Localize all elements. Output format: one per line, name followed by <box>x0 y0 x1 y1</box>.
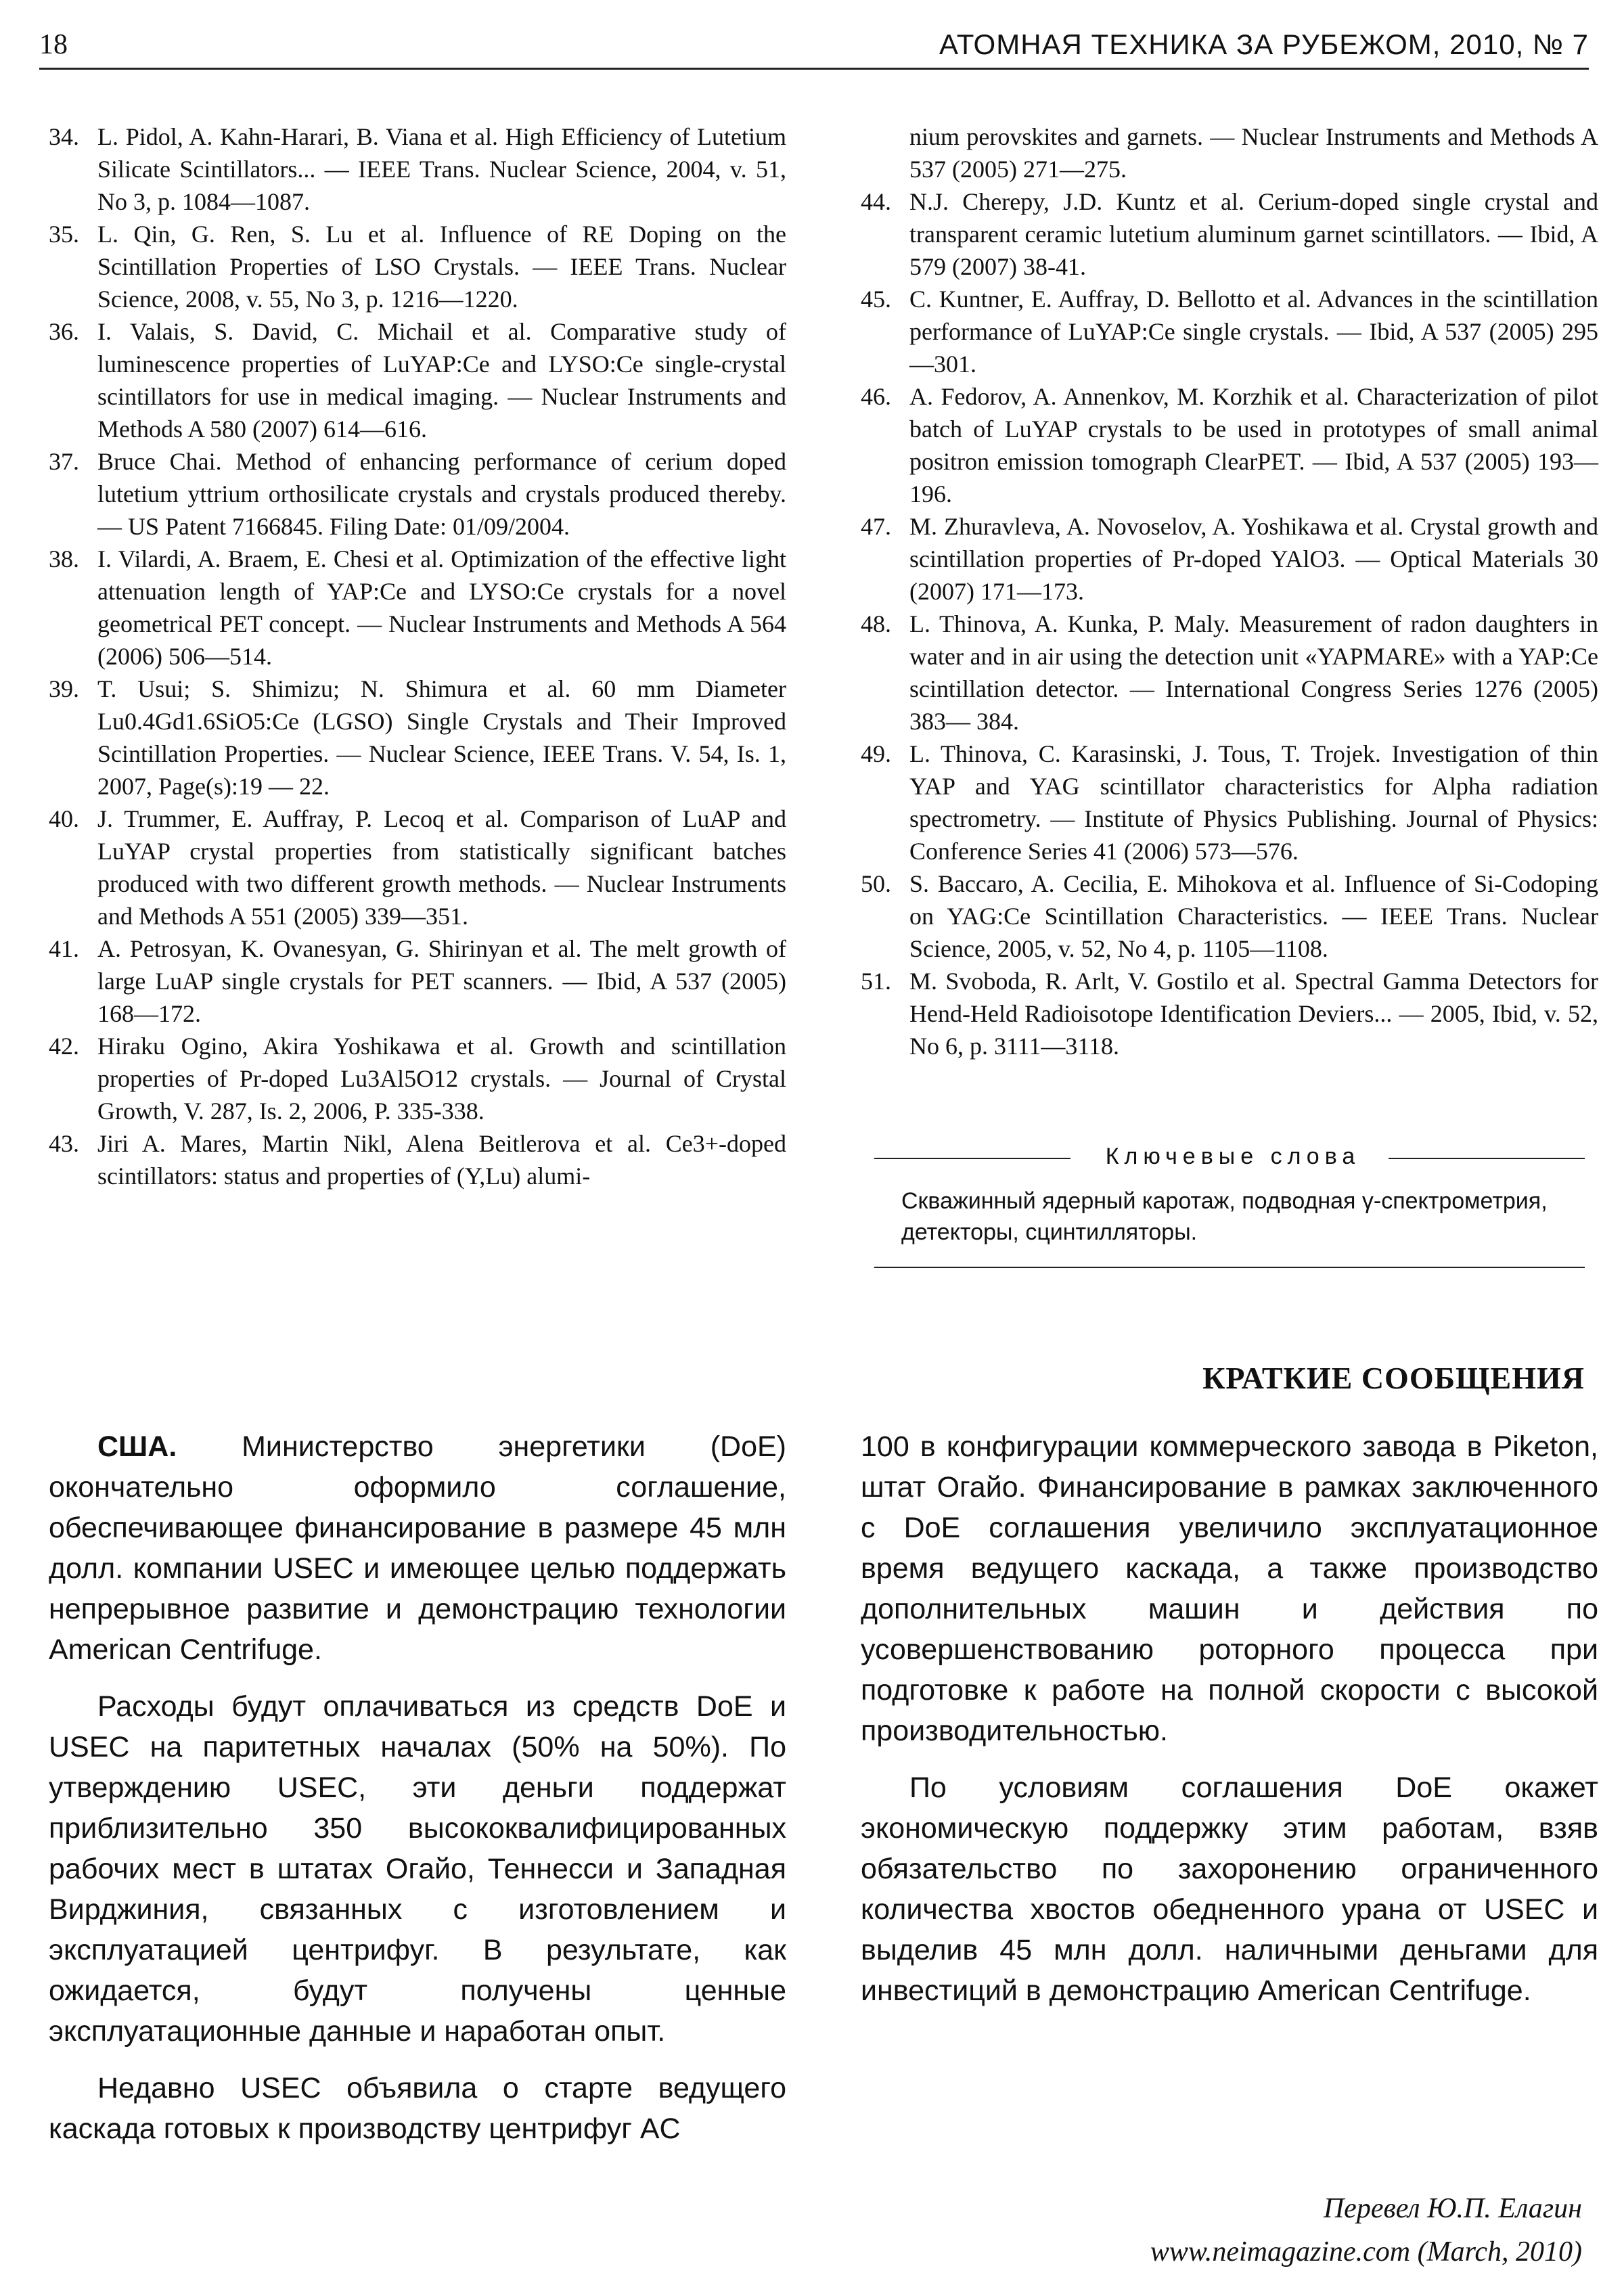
news-right-column <box>861 1426 1598 2027</box>
news-paragraph: Недавно USEC объявила о старте ведущего каскада готовых к производству центрифуг AC <box>49 2072 786 2145</box>
reference-item: 51. M. Svoboda, R. Arlt, V. Gostilo et al. Spectral Gamma Detectors for Hend-Held Radioisotope Identification Deviers... — 2005, Ibid, v. 52, No 6, p. 3111—3118. <box>861 968 1598 1060</box>
news-paragraph: По условиям соглашения DoE окажет экономическую поддержку этим работам, взяв обязательство по захоронению ограниченного количества хвостов обедненного урана от USEC и выделив 45 млн долл. наличными деньгами для инвестиций в демонстрацию American Centrifuge. <box>861 1771 1598 2007</box>
news-paragraph: Расходы будут оплачиваться из средств DoE и USEC на паритетных началах (50% на 50%). По утверждению USEC, эти деньги поддержат приблизительно 350 высококвалифицированных рабочих мест в штатах Огайо, Теннесси и Западная Вирджиния, связанных с изготовлением и эксплуатацией центрифуг. В результате, как ожидается, будут получены ценные эксплуатационные данные и наработан опыт. <box>49 1690 786 2048</box>
references-right-column <box>861 120 1598 1062</box>
reference-item: 42. Hiraku Ogino, Akira Yoshikawa et al. Growth and scintillation properties of Pr-doped Lu3Al5O12 crystals. — Journal of Crystal Growth, V. 287, Is. 2, 2006, P. 335-338. <box>49 1033 786 1125</box>
page-number: 18 <box>39 29 68 60</box>
reference-item: 48. L. Thinova, A. Kunka, P. Maly. Measurement of radon daughters in water and in air using the detection unit «YAPMARE» with a YAP:Ce scintillation detector. — International Congress Series 1276 (2005) 383— 384. <box>861 610 1598 735</box>
news-left-column <box>49 1426 786 2165</box>
reference-continuation: nium perovskites and garnets. — Nuclear Instruments and Methods A 537 (2005) 271—275. <box>909 123 1598 183</box>
news-lead: США. <box>97 1430 177 1463</box>
credit-block <box>1150 2187 1582 2274</box>
reference-item: 50. S. Baccaro, A. Cecilia, E. Mihokova et al. Influence of Si-Codoping on YAG:Ce Scintillation Characteristics. — IEEE Trans. Nuclear Science, 2005, v. 52, No 4, p. 1105—1108. <box>861 870 1598 962</box>
divider <box>1389 1158 1585 1159</box>
reference-item: 49. L. Thinova, C. Karasinski, J. Tous, T. Trojek. Investigation of thin YAP and YAG scintillator characteristics for Alpha radiation spectrometry. — Institute of Physics Publishing. Journal of Physics: Conference Series 41 (2006) 573—576. <box>861 740 1598 865</box>
reference-item: 38. I. Vilardi, A. Braem, E. Chesi et al. Optimization of the effective light attenuation length of YAP:Ce and LYSO:Ce crystals for a novel geometrical PET concept. — Nuclear Instruments and Methods A 564 (2006) 506—514. <box>49 545 786 670</box>
reference-item: 37. Bruce Chai. Method of enhancing performance of cerium doped lutetium yttrium orthosilicate crystals and crystals produced thereby. — US Patent 7166845. Filing Date: 01/09/2004. <box>49 448 786 540</box>
keywords-label: Ключевые слова <box>1105 1144 1361 1169</box>
divider <box>874 1267 1585 1268</box>
reference-item: 43. Jiri A. Mares, Martin Nikl, Alena Beitlerova et al. Ce3+-doped scintillators: status and properties of (Y,Lu) alumi- <box>49 1130 786 1190</box>
divider <box>874 1158 1070 1159</box>
reference-item: 41. A. Petrosyan, K. Ovanesyan, G. Shirinyan et al. The melt growth of large LuAP single crystals for PET scanners. — Ibid, A 537 (2005) 168—172. <box>49 935 786 1027</box>
references-left-column <box>49 120 786 1192</box>
page-header <box>39 19 1589 70</box>
reference-item: 47. M. Zhuravleva, A. Novoselov, A. Yoshikawa et al. Crystal growth and scintillation properties of Pr-doped YAlO3. — Optical Materials 30 (2007) 171—173. <box>861 513 1598 605</box>
reference-item: 34. L. Pidol, A. Kahn-Harari, B. Viana et al. High Efficiency of Lutetium Silicate Scintillators... — IEEE Trans. Nuclear Science, 2004, v. 51, No 3, p. 1084—1087. <box>49 123 786 215</box>
reference-item: 35. L. Qin, G. Ren, S. Lu et al. Influence of RE Doping on the Scintillation Properties of LSO Crystals. — IEEE Trans. Nuclear Science, 2008, v. 55, No 3, p. 1216—1220. <box>49 221 786 313</box>
keywords-text: Скважинный ядерный каротаж, подводная γ-спектрометрия, детекторы, сцинтилляторы. <box>901 1188 1548 1245</box>
reference-item: 40. J. Trummer, E. Auffray, P. Lecoq et al. Comparison of LuAP and LuYAP crystal properties from statistically significant batches produced with two different growth methods. — Nuclear Instruments and Methods A 551 (2005) 339—351. <box>49 805 786 930</box>
reference-item: 45. C. Kuntner, E. Auffray, D. Bellotto et al. Advances in the scintillation performance of LuYAP:Ce single crystals. — Ibid, A 537 (2005) 295—301. <box>861 286 1598 378</box>
keywords-heading <box>874 1141 1585 1175</box>
reference-item: 39. T. Usui; S. Shimizu; N. Shimura et al. 60 mm Diameter Lu0.4Gd1.6SiO5:Ce (LGSO) Single Crystals and Their Improved Scintillation Properties. — Nuclear Science, IEEE Trans. V. 54, Is. 1, 2007, Page(s):19 — 22. <box>49 675 786 800</box>
news-paragraph: США. Министерство энергетики (DoE) окончательно оформило соглашение, обеспечивающее финансирование в размере 45 млн долл. компании USEC и имеющее целью поддержать непрерывное развитие и демонстрацию технологии American Centrifuge. <box>49 1430 786 1666</box>
translator-credit: Перевел Ю.П. Елагин <box>1323 2193 1582 2224</box>
reference-item: 46. A. Fedorov, A. Annenkov, M. Korzhik et al. Characterization of pilot batch of LuYAP crystals to be used in prototypes of small animal positron emission tomograph ClearPET. — Ibid, A 537 (2005) 193—196. <box>861 383 1598 507</box>
section-title: КРАТКИЕ СООБЩЕНИЯ <box>1202 1361 1585 1395</box>
news-paragraph-continuation: 100 в конфигурации коммерческого завода в Piketon, штат Огайо. Финансирование в рамках заключенного с DoE соглашения увеличило эксплуатационное время ведущего каскада, а также производство дополнительных машин и действия по усовершенствованию роторного процесса при подготовке к работе на полной скорости с высокой производительностью. <box>861 1430 1598 1747</box>
reference-item: 36. I. Valais, S. David, C. Michail et al. Comparative study of luminescence properties of LuYAP:Ce and LYSO:Ce single-crystal scintillators for use in medical imaging. — Nuclear Instruments and Methods A 580 (2007) 614—616. <box>49 318 786 443</box>
journal-title: АТОМНАЯ ТЕХНИКА ЗА РУБЕЖОМ, 2010, № 7 <box>939 28 1589 60</box>
source-credit: www.neimagazine.com (March, 2010) <box>1150 2236 1582 2267</box>
reference-item: 44. N.J. Cherepy, J.D. Kuntz et al. Cerium-doped single crystal and transparent ceramic lutetium aluminum garnet scintillators. — Ibid, A 579 (2007) 38-41. <box>861 188 1598 280</box>
